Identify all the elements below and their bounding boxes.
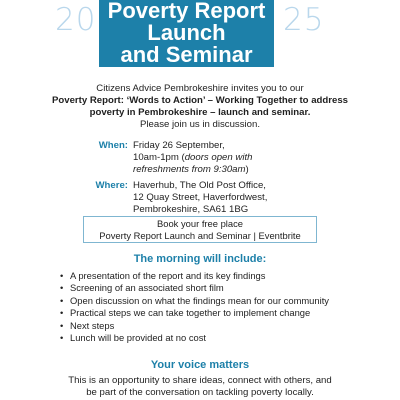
closing-text <box>20 375 380 399</box>
morning-list <box>60 270 329 344</box>
where-line-3: Pembrokeshire, SA61 1BG <box>133 204 249 215</box>
year-right: 25 <box>283 2 325 38</box>
when-line-3 <box>133 164 360 176</box>
where-section <box>40 180 360 216</box>
where-label: Where: <box>95 180 128 191</box>
intro-text <box>30 83 370 131</box>
when-value <box>133 140 360 176</box>
when-refreshments-note: refreshments from 9:30am <box>133 164 246 175</box>
voice-heading: Your voice matters <box>150 359 250 371</box>
where-value <box>133 180 360 216</box>
title-line-3: and Seminar <box>120 42 253 67</box>
title-line-1: Poverty Report <box>107 0 266 23</box>
eventbrite-link[interactable]: Poverty Report Launch and Seminar | Eventbrite <box>99 230 301 241</box>
intro-line-4: Please join us in discussion. <box>140 119 260 130</box>
closing-line-2: be part of the conversation on tackling poverty locally. <box>86 387 314 398</box>
booking-line-1: Book your free place <box>157 218 243 229</box>
when-section <box>40 140 360 176</box>
intro-line-1: Citizens Advice Pembrokeshire invites you to our <box>96 83 304 94</box>
when-line-1: Friday 26 September, <box>133 140 225 151</box>
year-left: 20 <box>55 2 97 38</box>
when-doors-note: doors open with <box>184 152 253 163</box>
when-time: 10am-1pm ( <box>133 152 185 163</box>
list-item: • Practical steps we can take together to implement change <box>60 307 329 319</box>
title-banner <box>99 0 274 67</box>
booking-box[interactable] <box>83 216 317 243</box>
where-line-2: 12 Quay Street, Haverfordwest, <box>133 192 268 203</box>
morning-heading: The morning will include: <box>133 253 267 265</box>
list-item: • Next steps <box>60 320 329 332</box>
intro-line-2: Poverty Report: ‘Words to Action’ – Working Together to address <box>51 95 349 106</box>
when-line-2 <box>133 152 360 164</box>
when-close-paren: ) <box>245 164 249 175</box>
list-item: • Lunch will be provided at no cost <box>60 332 329 344</box>
where-line-1: Haverhub, The Old Post Office, <box>133 180 266 191</box>
list-item: • A presentation of the report and its key findings <box>60 270 329 282</box>
closing-line-1: This is an opportunity to share ideas, connect with others, and <box>68 375 332 386</box>
list-item: • Screening of an associated short film <box>60 282 329 294</box>
intro-line-3: poverty in Pembrokeshire – launch and seminar. <box>89 107 311 118</box>
when-label: When: <box>98 140 128 151</box>
list-item: • Open discussion on what the findings mean for our community <box>60 295 329 307</box>
title-line-2: Launch <box>147 20 226 45</box>
